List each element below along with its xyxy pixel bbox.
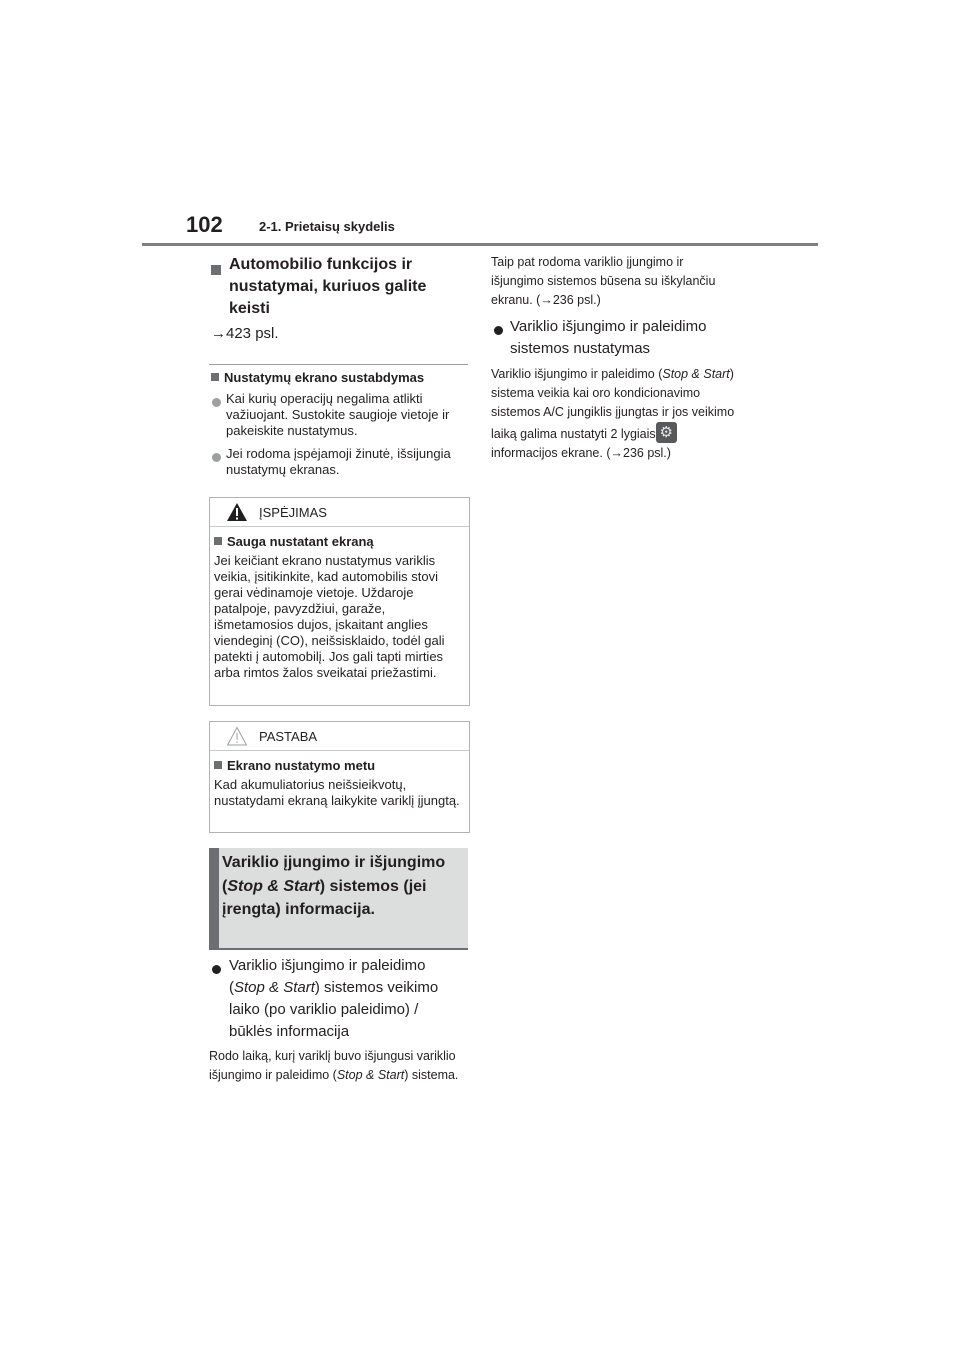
functions-page-ref: →423 psl. [211, 325, 279, 342]
warning-label: ĮSPĖJIMAS [259, 505, 327, 520]
section-title: Variklio įjungimo ir išjungimo (Stop & Start) sistemos (jei įrengta) informacija. [222, 854, 446, 918]
bullet-dot-icon [212, 394, 221, 412]
functions-heading-marker [211, 262, 221, 280]
square-bullet-icon [214, 761, 222, 769]
bullet-dot-icon [494, 322, 503, 340]
stop-start-settings-bullet: Variklio išjungimo ir paleidimo sistemos nustatymas [510, 318, 707, 357]
square-bullet-icon [214, 537, 222, 545]
settings-gear-icon: ⚙ [656, 422, 677, 443]
warning-title-row [214, 533, 463, 550]
right-intro: Taip pat rodoma variklio įjungimo ir išjungimo sistemos būsena su iškylančiu ekranu. (→236 psl.) [491, 255, 716, 307]
square-bullet-icon [211, 373, 219, 381]
notice-title: Ekrano nustatymo metu [227, 758, 376, 773]
notice-title-row [214, 757, 463, 774]
bullet-dot-icon [212, 961, 221, 979]
divider [209, 364, 468, 365]
warning-triangle-icon [226, 502, 248, 522]
section-title-bar [209, 848, 219, 948]
warning-text: Jei keičiant ekrano nustatymus variklis veikia, įsitikinkite, kad automobilis stovi gerai vėdinamoje vietoje. Uždaroje patalpoje, pavyzdžiui, garaže, išmetamosios dujos, įskaitant anglies viendeginį (CO), neišsisklaido, todėl gali patekti į automobilį. Jos gali tapti mirties arba rimtos žalos sveikatai priežastimi. [214, 553, 445, 680]
warning-header [210, 498, 469, 527]
functions-heading: Automobilio funkcijos ir nustatymai, kuriuos galite keisti [229, 256, 427, 317]
stop-start-runtime-caption: Rodo laiką, kurį variklį buvo išjungusi variklio išjungimo ir paleidimo (Stop & Start) sistema. [209, 1049, 459, 1082]
notice-label: PASTABA [259, 729, 318, 744]
suspend-title: Nustatymų ekrano sustabdymas [224, 370, 425, 385]
notice-box [209, 721, 470, 833]
suspend-bullet-1: Kai kurių operacijų negalima atlikti važiuojant. Sustokite saugioje vietoje ir pakeiskite nustatymus. [226, 391, 450, 438]
section-title-box [209, 848, 468, 950]
caution-triangle-icon [226, 726, 248, 746]
suspend-title-row [211, 370, 424, 386]
bullet-dot-icon [212, 449, 221, 467]
suspend-bullet-2: Jei rodoma įspėjamoji žinutė, išsijungia nustatymų ekranas. [226, 446, 451, 477]
warning-box [209, 497, 470, 706]
chapter-title: 2-1. Prietaisų skydelis [259, 219, 395, 234]
notice-header [210, 722, 469, 751]
header-rule [142, 243, 818, 246]
page-number: 102 [186, 212, 223, 237]
stop-start-runtime-bullet: Variklio išjungimo ir paleidimo (Stop & Start) sistemos veikimo laiko (po variklio paleidimo) / būklės informacija [229, 957, 439, 1040]
notice-text: Kad akumuliatorius neišsieikvotų, nustatydami ekraną laikykite variklį įjungtą. [214, 777, 460, 808]
warning-title: Sauga nustatant ekraną [227, 534, 374, 549]
stop-start-settings-caption: Variklio išjungimo ir paleidimo (Stop & Start) sistema veikia kai oro kondicionavimo sistemos A/C jungiklis įjungtas ir jos veikimo laiką galima nustatyti 2 lygiais ⚙ informacijos ekrane. (→236 psl.) [491, 367, 735, 460]
